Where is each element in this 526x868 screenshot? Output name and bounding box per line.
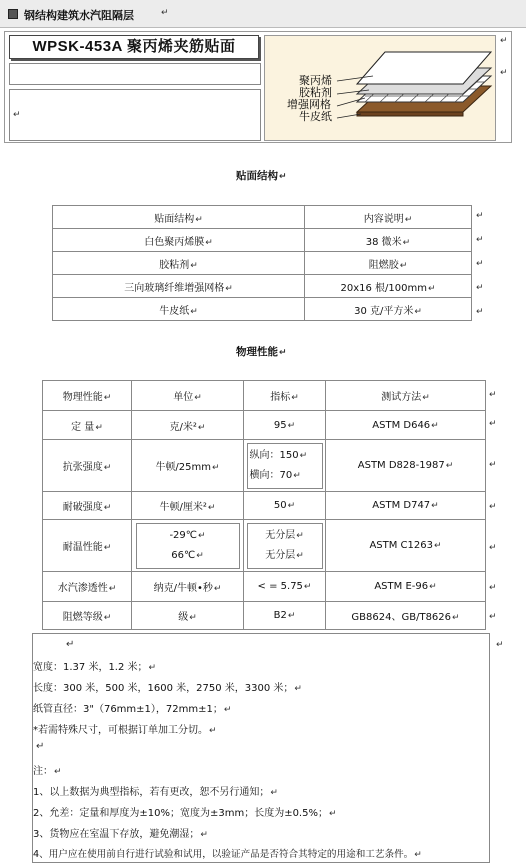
table-row (43, 572, 486, 602)
value-line: 横向：70↵ (249, 469, 301, 481)
performance-table (42, 380, 486, 630)
table-cell: ASTM D646↵ (326, 411, 486, 440)
table-row (53, 252, 472, 275)
table-row (43, 492, 486, 520)
value-line: -29℃↵ (169, 529, 206, 541)
table-row (43, 440, 486, 492)
layer-label: 牛皮纸 (299, 110, 332, 123)
table-cell: 牛顿/厘米²↵ (132, 492, 244, 520)
return-mark: ↵ (161, 8, 169, 18)
return-mark: ↵ (476, 211, 484, 221)
inner-box (247, 523, 323, 569)
empty-box (9, 89, 261, 141)
layer-label: 胶粘剂 (299, 86, 332, 99)
notes-box (32, 633, 490, 863)
value-line: 纵向：150↵ (249, 449, 308, 461)
layer-label: 聚丙烯 (299, 74, 332, 87)
table-cell: 纳克/牛顿•秒↵ (132, 572, 244, 602)
table-header: 物理性能↵ (43, 381, 132, 411)
note-item-2: 2、允差：定量和厚度为±10%；宽度为±3mm；长度为±0.5%；↵ (33, 808, 337, 819)
table-cell: 耐温性能↵ (43, 520, 132, 572)
table-cell: 38 微米↵ (305, 229, 472, 252)
table-row (53, 298, 472, 321)
empty-box (9, 63, 261, 85)
return-mark: ↵ (476, 283, 484, 293)
return-mark: ↵ (496, 640, 504, 650)
return-mark: ↵ (476, 235, 484, 245)
return-mark: ↵ (476, 259, 484, 269)
return-mark: ↵ (489, 612, 497, 622)
table-cell: 牛皮纸↵ (53, 298, 305, 321)
table-cell: 水汽渗透性↵ (43, 572, 132, 602)
table-cell: 95↵ (244, 411, 326, 440)
table-cell (244, 440, 326, 492)
return-mark: ↵ (476, 307, 484, 317)
table-cell: 30 克/平方米↵ (305, 298, 472, 321)
table-cell: 三向玻璃纤维增强网格↵ (53, 275, 305, 298)
note-core: 纸管直径：3"（76mm±1），72mm±1；↵ (33, 704, 232, 715)
table-cell: 级↵ (132, 602, 244, 630)
return-mark: ↵ (500, 68, 508, 78)
table-cell: 胶粘剂↵ (53, 252, 305, 275)
note-custom: *若需特殊尺寸，可根据订单加工分切。↵ (33, 725, 217, 736)
table-header-row (53, 206, 472, 229)
table-header: 指标↵ (244, 381, 326, 411)
table-cell: 阻燃胶↵ (305, 252, 472, 275)
table-cell: ASTM C1263↵ (326, 520, 486, 572)
table-row (43, 520, 486, 572)
inner-box (247, 443, 323, 489)
table-cell: ASTM D747↵ (326, 492, 486, 520)
table-cell: 克/米²↵ (132, 411, 244, 440)
table-row (53, 229, 472, 252)
inner-box (136, 523, 240, 569)
note-width: 宽度：1.37 米，1.2 米；↵ (33, 662, 157, 673)
return-mark: ↵ (36, 741, 45, 752)
table-cell: < = 5.75↵ (244, 572, 326, 602)
return-mark: ↵ (489, 390, 497, 400)
table-cell (132, 520, 244, 572)
table-row (53, 275, 472, 298)
table-cell: ASTM D828-1987↵ (326, 440, 486, 492)
table-row (43, 411, 486, 440)
return-mark: ↵ (489, 460, 497, 470)
layer-diagram (264, 35, 496, 141)
table-header: 测试方法↵ (326, 381, 486, 411)
table-header: 贴面结构↵ (53, 206, 305, 229)
table-cell: 50↵ (244, 492, 326, 520)
section-title-structure: 贴面结构↵ (236, 170, 287, 182)
return-mark: ↵ (489, 583, 497, 593)
table-row (43, 602, 486, 630)
header-bar (0, 0, 526, 28)
square-bullet-icon (8, 9, 18, 19)
table-cell: 定 量↵ (43, 411, 132, 440)
table-cell: ASTM E-96↵ (326, 572, 486, 602)
layer-illustration (265, 36, 497, 142)
table-cell: B2↵ (244, 602, 326, 630)
value-line: 无分层↵ (265, 529, 304, 541)
table-cell: 白色聚丙烯膜↵ (53, 229, 305, 252)
table-cell: 牛顿/25mm↵ (132, 440, 244, 492)
table-cell: 20x16 根/100mm↵ (305, 275, 472, 298)
note-length: 长度：300 米，500 米，1600 米，2750 米，3300 米；↵ (33, 683, 302, 694)
table-header-row (43, 381, 486, 411)
note-item-1: 1、以上数据为典型指标，若有更改，恕不另行通知；↵ (33, 787, 278, 798)
layer-label: 增强网格 (287, 98, 331, 111)
value-line: 无分层↵ (265, 549, 304, 561)
return-mark: ↵ (500, 36, 508, 46)
note-item-3: 3、货物应在室温下存放，避免潮湿；↵ (33, 829, 208, 840)
section-title-performance: 物理性能↵ (236, 346, 287, 358)
note-title: 注：↵ (33, 766, 62, 777)
return-mark: ↵ (489, 543, 497, 553)
table-cell: 耐破强度↵ (43, 492, 132, 520)
table-cell: 阻燃等级↵ (43, 602, 132, 630)
return-mark: ↵ (489, 502, 497, 512)
note-item-4: 4、用户应在使用前自行进行试验和试用，以验证产品是否符合其特定的用途和工艺条件。↵ (33, 849, 422, 860)
return-mark: ↵ (489, 419, 497, 429)
table-header: 单位↵ (132, 381, 244, 411)
value-line: 66℃↵ (171, 549, 204, 561)
table-cell: 抗张强度↵ (43, 440, 132, 492)
table-header: 内容说明↵ (305, 206, 472, 229)
table-cell: GB8624、GB/T8626↵ (326, 602, 486, 630)
return-mark: ↵ (13, 110, 21, 120)
table-cell (244, 520, 326, 572)
product-name: WPSK-453A 聚丙烯夹筋贴面 (9, 35, 259, 59)
return-mark: ↵ (66, 639, 75, 650)
page-title: 钢结构建筑水汽阻隔层 (24, 9, 134, 22)
structure-table (52, 205, 472, 321)
